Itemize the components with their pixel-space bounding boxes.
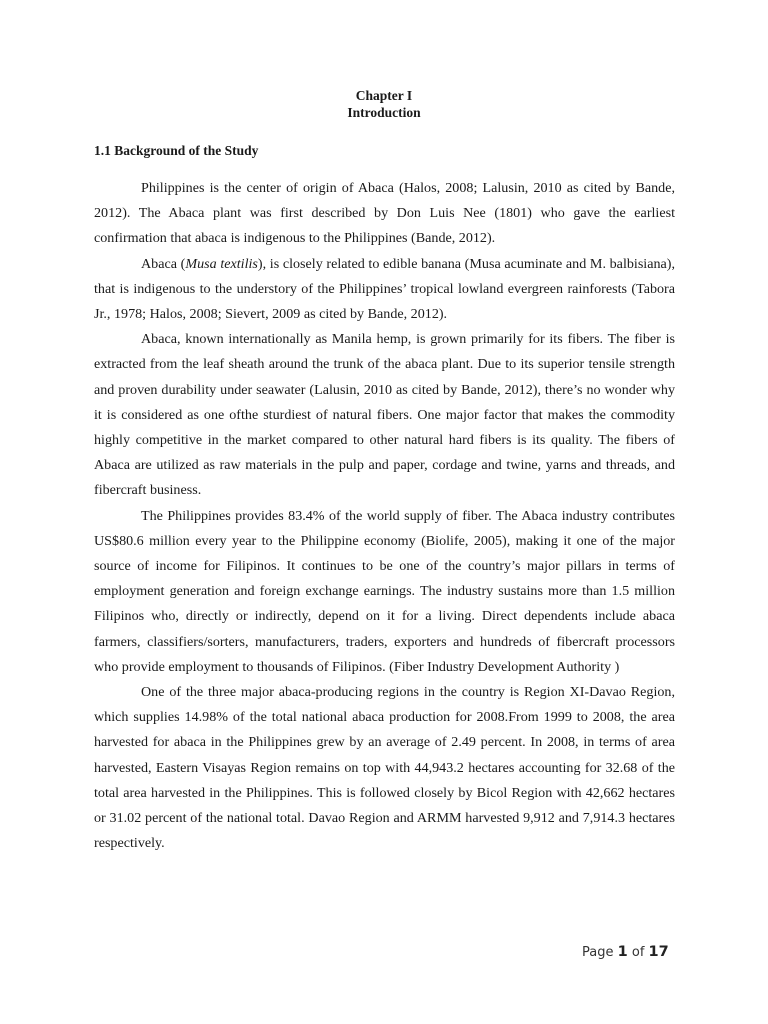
paragraph-2-rest: ), is closely related to edible banana (Musa acuminate and M. balbisiana), that is indigenous to the understory of the Philippines’ tropical lowland evergreen rainforests (Tabora Jr., 1978; Halos, 2008; Sievert, 2009 as cited by Bande, 2012).: [94, 255, 675, 323]
page-number-footer: [582, 944, 669, 960]
paragraph-2-lead: Abaca (: [141, 255, 186, 272]
paragraph-3: Abaca, known internationally as Manila hemp, is grown primarily for its fibers. The fiber is extracted from the leaf sheath around the trunk of the abaca plant. Due to its superior tensile strength and proven durability under seawater (Lalusin, 2010 as cited by Bande, 2012), there’s no wonder why it is considered as one ofthe sturdiest of natural fibers. One major factor that makes the commodity highly competitive in the market compared to other natural hard fibers is its quality. The fibers of Abaca are utilized as raw materials in the pulp and paper, cordage and twine, yarns and threads, and fibercraft business.: [94, 331, 675, 499]
paragraph-1: Philippines is the center of origin of Abaca (Halos, 2008; Lalusin, 2010 as cited by Bande, 2012). The Abaca plant was first described by Don Luis Nee (1801) who gave the earliest confirmation that abaca is indigenous to the Philippines (Bande, 2012).: [94, 180, 675, 247]
scientific-name: Musa textilis: [185, 255, 258, 272]
chapter-title: Introduction: [347, 105, 421, 120]
total-pages-number: 17: [648, 944, 669, 960]
section-title: 1.1 Background of the Study: [94, 143, 259, 158]
current-page-number: 1: [617, 944, 628, 960]
page-word: Page: [582, 945, 614, 960]
of-word: of: [631, 945, 645, 960]
paragraph-2: [94, 252, 675, 328]
paragraph-5: One of the three major abaca-producing regions in the country is Region XI-Davao Region, which supplies 14.98% of the total national abaca production for 2008.From 1999 to 2008, the area harvested for abaca in the Philippines grew by an average of 2.49 percent. In 2008, in terms of area harvested, Eastern Visayas Region remains on top with 44,943.2 hectares accounting for 32.68 of the total area harvested in the Philippines. This is followed closely by Bicol Region with 42,662 hectares or 31.02 percent of the national total. Davao Region and ARMM harvested 9,912 and 7,914.3 hectares respectively.: [94, 684, 675, 852]
paragraph-4: The Philippines provides 83.4% of the world supply of fiber. The Abaca industry contributes US$80.6 million every year to the Philippine economy (Biolife, 2005), making it one of the major source of income for Filipinos. It continues to be one of the country’s major pillars in terms of employment generation and foreign exchange earnings. The industry sustains more than 1.5 million Filipinos who, directly or indirectly, depend on it for a living. Direct dependents include abaca farmers, classifiers/sorters, manufacturers, traders, exporters and hundreds of fibercraft processors who provide employment to thousands of Filipinos. (Fiber Industry Development Authority ): [94, 507, 675, 675]
chapter-label: Chapter I: [355, 88, 413, 103]
body-text: [94, 176, 675, 856]
